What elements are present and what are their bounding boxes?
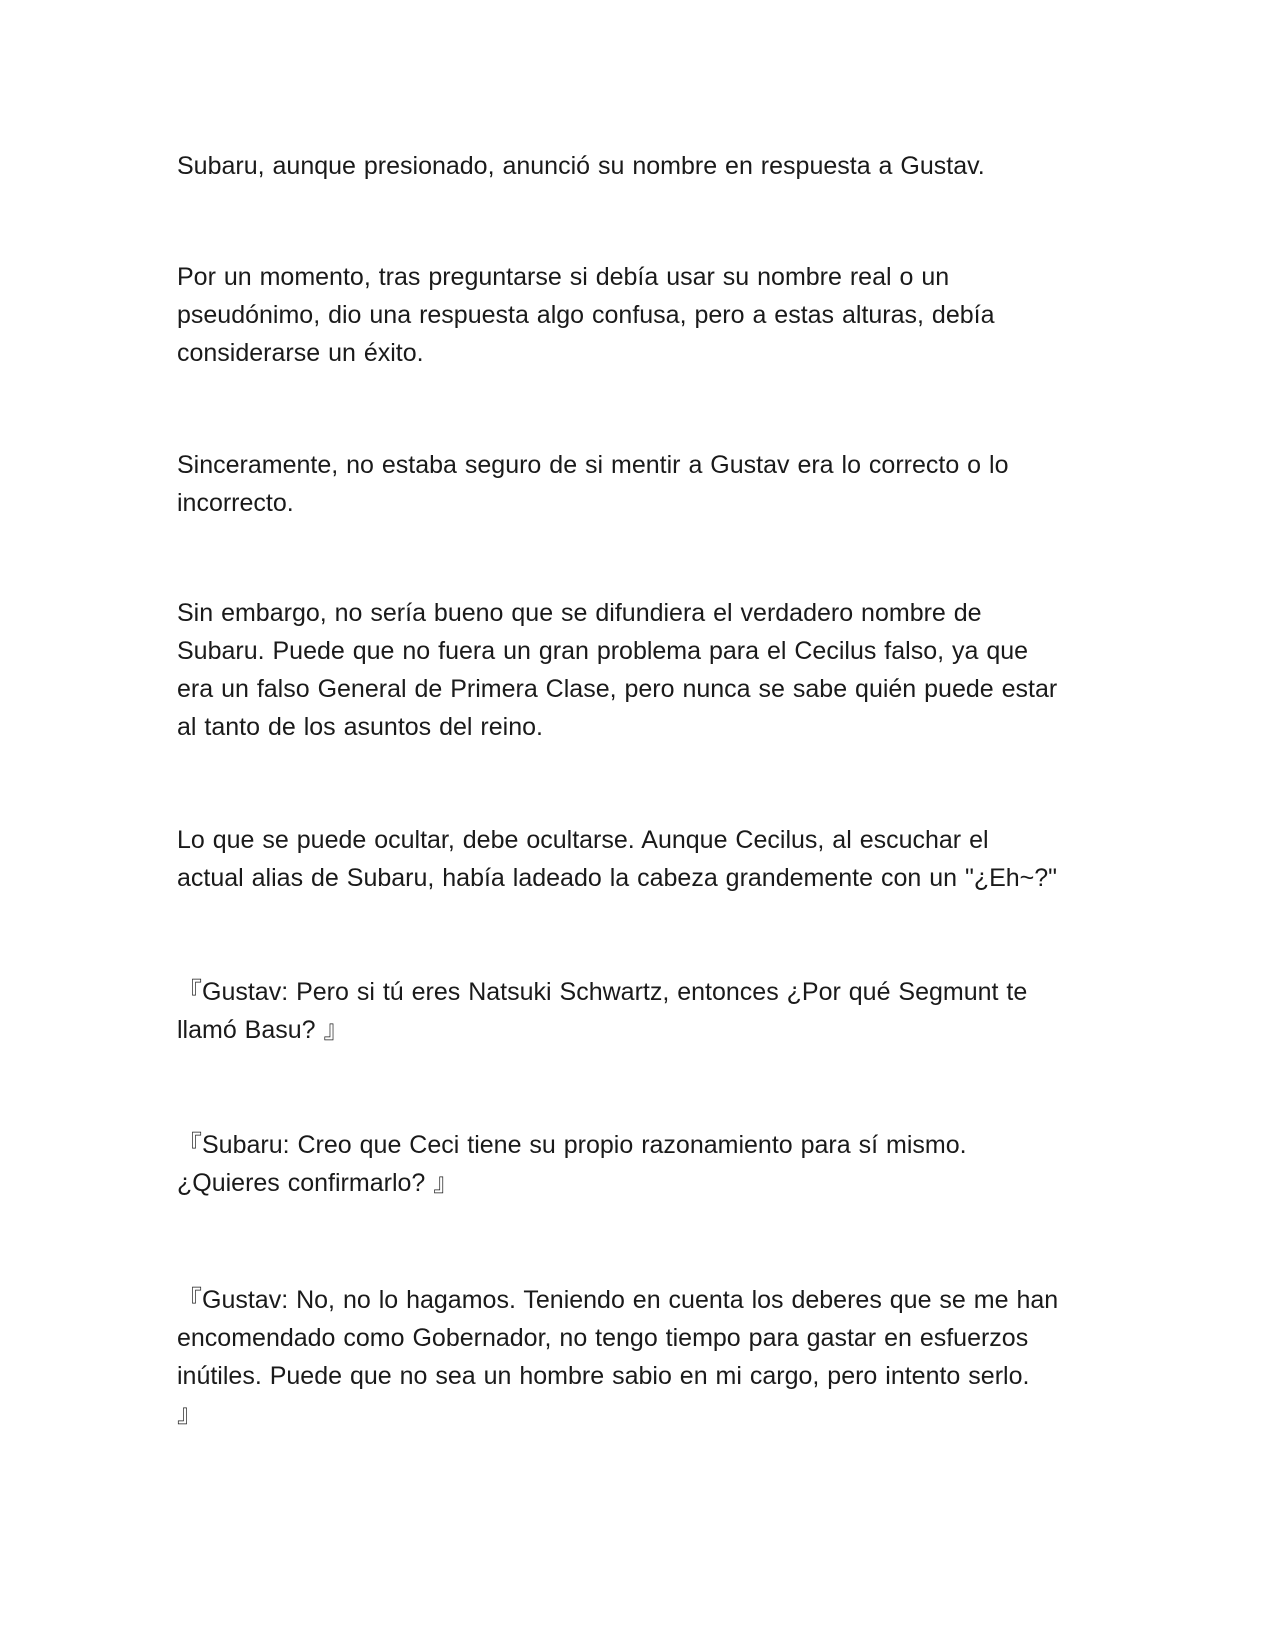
text-line: era un falso General de Primera Clase, pero nunca se sabe quién puede estar [177,675,1058,703]
text-line: 『Gustav: No, no lo hagamos. Teniendo en cuenta los deberes que se me han [177,1286,1059,1314]
text-line: encomendado como Gobernador, no tengo tiempo para gastar en esfuerzos [177,1324,1029,1352]
text-line: 『Gustav: Pero si tú eres Natsuki Schwartz, entonces ¿Por qué Segmunt te [177,978,1028,1006]
dialogue-paragraph [177,973,1117,1049]
paragraph [177,446,1117,522]
paragraph [177,594,1117,746]
text-line: ¿Quieres confirmarlo? 』 [177,1169,459,1197]
text-line: inútiles. Puede que no sea un hombre sabio en mi cargo, pero intento serlo. [177,1362,1030,1390]
paragraph [177,147,1117,185]
text-line: pseudónimo, dio una respuesta algo confusa, pero a estas alturas, debía [177,301,995,329]
paragraph [177,821,1117,897]
text-line: 『Subaru: Creo que Ceci tiene su propio razonamiento para sí mismo. [177,1131,967,1159]
text-line: Sinceramente, no estaba seguro de si mentir a Gustav era lo correcto o lo [177,451,1009,479]
text-line: Subaru, aunque presionado, anunció su nombre en respuesta a Gustav. [177,152,985,180]
dialogue-paragraph [177,1126,1117,1202]
text-line: considerarse un éxito. [177,339,424,367]
text-line: Subaru. Puede que no fuera un gran problema para el Cecilus falso, ya que [177,637,1029,665]
dialogue-paragraph [177,1281,1117,1433]
text-line: incorrecto. [177,489,294,517]
text-line: llamó Basu? 』 [177,1016,349,1044]
text-line: Lo que se puede ocultar, debe ocultarse. Aunque Cecilus, al escuchar el [177,826,989,854]
text-line: Sin embargo, no sería bueno que se difundiera el verdadero nombre de [177,599,982,627]
text-line: 』 [177,1400,203,1428]
paragraph [177,258,1117,372]
text-line: actual alias de Subaru, había ladeado la cabeza grandemente con un "¿Eh~?" [177,864,1058,892]
text-line: Por un momento, tras preguntarse si debía usar su nombre real o un [177,263,950,291]
text-line: al tanto de los asuntos del reino. [177,713,543,741]
